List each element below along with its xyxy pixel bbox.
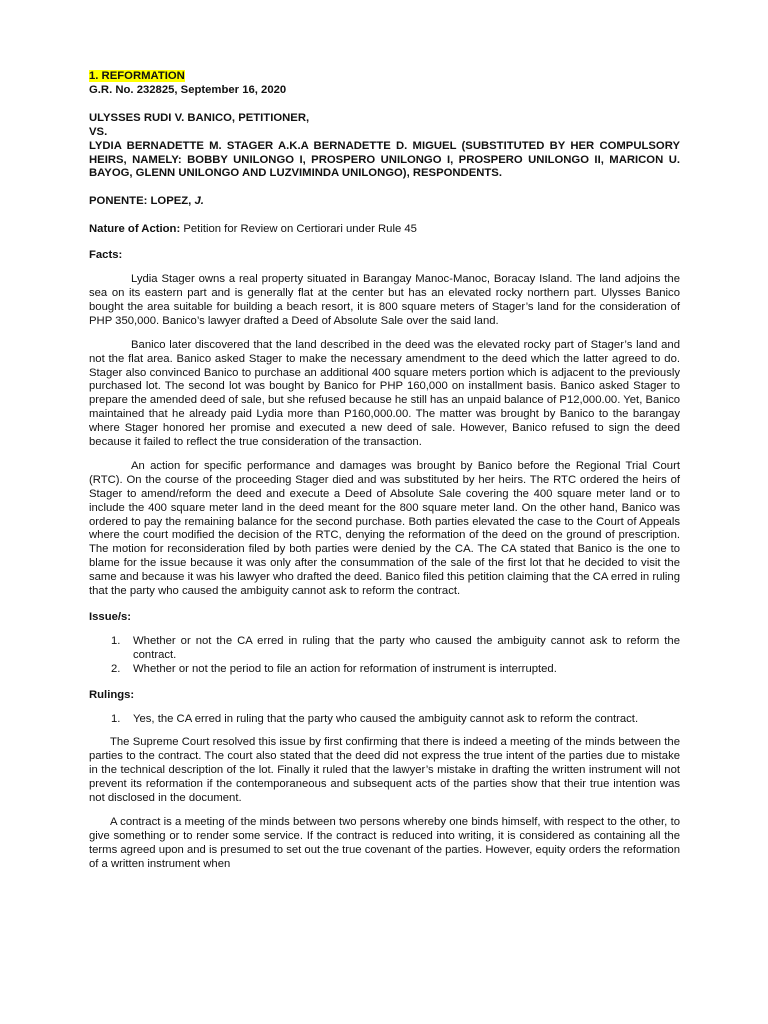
ponente [89,195,680,209]
rulings-heading: Rulings: [89,688,135,701]
issue-text: Whether or not the CA erred in ruling that the party who caused the ambiguity cannot ask to reform the contract. [133,634,680,661]
issue-number: 1. [111,634,121,647]
respondents: LYDIA BERNADETTE M. STAGER A.K.A BERNADETTE D. MIGUEL (SUBSTITUTED BY HER COMPULSORY HEIRS, NAMELY: BOBBY UNILONGO I, PROSPERO UNILONGO I, PROSPERO UNILONGO II, MARICON U. BAYOG, GLENN UNILONGO AND LUZVIMINDA UNILONGO), RESPONDENTS. [89,139,680,180]
versus: VS. [89,125,108,138]
issue-item [89,663,680,677]
ruling-item [89,713,680,727]
issue-item [89,635,680,663]
ruling-paragraph: A contract is a meeting of the minds between two persons whereby one binds himself, with respect to the other, to give something or to render some service. If the contract is reduced into writing, it is considered as containing all the terms agreed upon and is presumed to set out the true covenant of the parties. However, equity orders the reformation of a written instrument when [89,815,680,870]
issues-list [89,635,680,677]
issues-heading: Issue/s: [89,611,132,623]
ruling-number: 1. [111,712,121,725]
case-heading-highlight: 1. REFORMATION [89,70,185,82]
case-heading [89,70,680,84]
facts-paragraph: Lydia Stager owns a real property situated in Barangay Manoc-Manoc, Boracay Island. The land adjoins the sea on its eastern part and is generally flat at the center but has an elevated rocky northern part. Ulysses Banico bought the area suitable for building a beach resort, it is 800 square meters of Stager’s land for the consideration of PHP 350,000. Banico’s lawyer drafted a Deed of Absolute Sale over the said land. [89,273,680,327]
rulings-list [89,713,680,727]
nature-label: Nature of Action: [89,223,181,236]
issue-number: 2. [111,662,121,675]
facts-paragraph: Banico later discovered that the land described in the deed was the elevated rocky part of Stager’s land and not the flat area. Banico asked Stager to make the necessary amendment to the deed which the latter agreed to do. Stager also convinced Banico to purchase an additional 400 square meters portion which is adjacent to the previously purchased lot. The second lot was bought by Banico for PHP 160,000 on installment basis. Banico asked Stager to prepare the amended deed of sale, but she refused because he still has an unpaid balance of P12,000.00. Yet, Banico maintained that he already paid Lydia more than P160,000.00. The matter was brought by Banico to the barangay where Stager honored her promise and executed a new deed of sale. However, Banico refused to sign the deed because it failed to reflect the true consideration of the transaction. [89,338,681,449]
nature-value: Petition for Review on Certiorari under Rule 45 [180,223,417,236]
petitioner: ULYSSES RUDI V. BANICO, PETITIONER, [89,111,310,124]
ruling-text: Yes, the CA erred in ruling that the party who caused the ambiguity cannot ask to reform the contract. [133,712,639,725]
nature-of-action [89,223,680,237]
facts-paragraph: An action for specific performance and damages was brought by Banico before the Regional Trial Court (RTC). On the course of the proceeding Stager died and was substituted by her heirs. The RTC ordered the heirs of Stager to amend/reform the deed and execute a Deed of Absolute Sale covering the 400 square meter land or to include the 400 square meter land in the deed meant for the 800 square meter land. On the other hand, Banico was ordered to pay the remaining balance for the second purchase. Both parties elevated the case to the Court of Appeals where the court modified the decision of the RTC, denying the reformation of the deed on the ground of prescription. The motion for reconsideration filed by both parties were denied by the CA. The CA stated that Banico is the one to blame for the issue because it was only after the consummation of the sale of the first lot that he decided to visit the same and because it was his lawyer who drafted the deed. Banico filed this petition claiming that the CA erred in ruling that the party who caused the ambiguity cannot ask to reform the contract. [89,459,680,598]
ruling-paragraph: The Supreme Court resolved this issue by first confirming that there is indeed a meeting of the minds between the parties to the contract. The court also stated that the deed did not express the true intent of the parties due to mistake in the technical description of the lot. Finally it ruled that the lawyer’s mistake in drafting the written instrument will not prevent its reformation if the contemporaneous and subsequent acts of the parties show that their true intention was not disclosed in the document. [89,736,680,805]
ponente-label: PONENTE: LOPEZ, [89,195,195,208]
issue-text: Whether or not the period to file an action for reformation of instrument is interrupted. [133,662,557,675]
ponente-suffix: J. [194,195,204,208]
gr-number: G.R. No. 232825, September 16, 2020 [89,83,287,96]
facts-heading: Facts: [89,249,123,262]
